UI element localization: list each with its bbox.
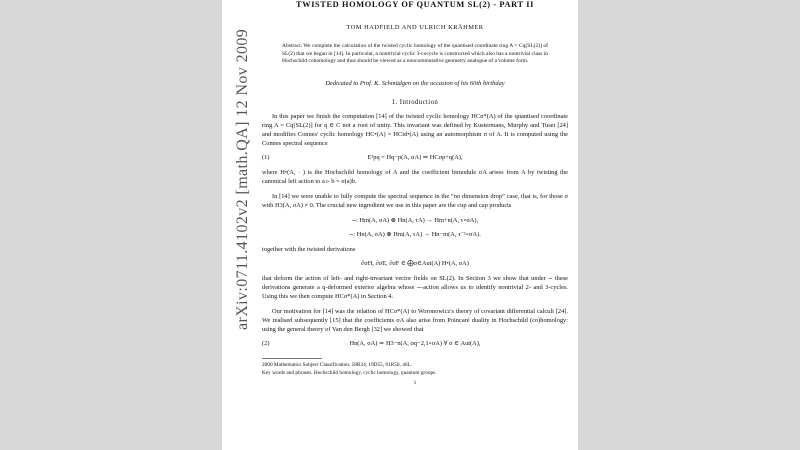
- paper-authors: TOM HADFIELD AND ULRICH KRÄHMER: [346, 24, 484, 31]
- paragraph-4: together with the twisted derivations: [262, 245, 356, 253]
- paragraph-3: In [14] we were unable to fully compute the spectral sequence in the “no dimension drop” case, that is, for those σ with H3(A, σA) ≠ 0. The crucial new ingredient we use in this paper are the cup and cap products: [262, 193, 568, 210]
- paper-abstract: Abstract. We complete the calculation of the twisted cyclic homology of the quantised coordinate ring A = Cq[SL(2)] of SL(2) that we began in [14]. In particular, a nontrivial cyclic 3-cocycle is constructed which also has a nontrivial class in Hochschild cohomology and thus should be viewed as a noncommutative geometry analogue of a volume form.: [282, 43, 548, 65]
- paper-page: [222, 0, 578, 450]
- arxiv-identifier: arXiv:0711.4102v2 [math.QA] 12 Nov 2009: [234, 28, 251, 330]
- equation-2-body: Hn(A, σA) ≃ H3−n(A, σq−2,1∘σA) ∀ σ ∈ Aut(A),: [349, 340, 481, 348]
- paragraph-6: Our motivation for [14] was the relation of HCσ*(A) to Woronowicz's theory of covariant differential calculi [24]. We realised subsequently [15] that the coefficients σA also arise from Poincaré duality in Hochschild (co)homology: using the general theory of Van den Bergh [32] we showed that: [262, 307, 568, 334]
- equation-derivations: ∂σH, ∂σE, ∂σF ∈ ⨁σ∈Aut(A) H•(A, σA): [361, 259, 469, 267]
- paragraph-2: where H•(A, · ) is the Hochschild homology of A and the coefficient bimodule σA arises from A by twisting the canonical left action to a ▹ b = σ(a)b.: [262, 169, 568, 186]
- equation-cap: ⌢: Hn(A, σA) ⊗ Hm(A, τA) → Hn−m(A, τ⁻¹∘σA).: [349, 230, 481, 238]
- page-number: 1: [413, 380, 417, 386]
- paragraph-5: that deform the action of left- and right-invariant vector fields on SL(2). In Section 3 we show that under ⌣ these derivations generate a q-deformed exterior algebra whose ⌢-action allows us to identify nontrivial 2- and 3-cycles. Using this we then compute HCσ*(A) in Section 4.: [262, 274, 568, 300]
- equation-1-body: E¹pq = Hq−p(A, σA) ⇒ HCσp+q(A),: [367, 154, 463, 162]
- footnote-keywords: Key words and phrases. Hochschild homology, cyclic homology, quantum groups.: [262, 369, 437, 376]
- section-heading: 1. Introduction: [391, 98, 439, 106]
- equation-2-number: (2): [262, 340, 270, 348]
- equation-1-number: (1): [262, 154, 270, 162]
- arxiv-sidebar: [222, 0, 251, 450]
- dedication: Dedicated to Prof. K. Schmüdgen on the occasion of his 60th birthday: [325, 79, 505, 87]
- equation-cup: ⌣: Hm(A, σA) ⊗ Hn(A, τA) → Hm+n(A, τ∘σA),: [351, 216, 479, 224]
- paragraph-1: In this paper we finish the computation [14] of the twisted cyclic homology HCσ*(A) of the quantised coordinate ring A = Cq[SL(2)] for q ∈ C not a root of unity. This invariant was defined by Kustermans, Murphy and Tuset [24] and modifies Connes' cyclic homology HC•(A) = HCid•(A) using an automorphism σ of A. It is computed using the Connes spectral sequence: [262, 112, 568, 148]
- paper-title: TWISTED HOMOLOGY OF QUANTUM SL(2) - PART II: [296, 0, 534, 9]
- equation-1: [262, 153, 568, 162]
- footnote-msc: 2000 Mathematics Subject Classification. 58B34, 19D55, 81R50, 46L.: [262, 362, 413, 369]
- page-content: [262, 0, 568, 386]
- footnote-rule: [262, 358, 437, 377]
- equation-2: [262, 339, 568, 348]
